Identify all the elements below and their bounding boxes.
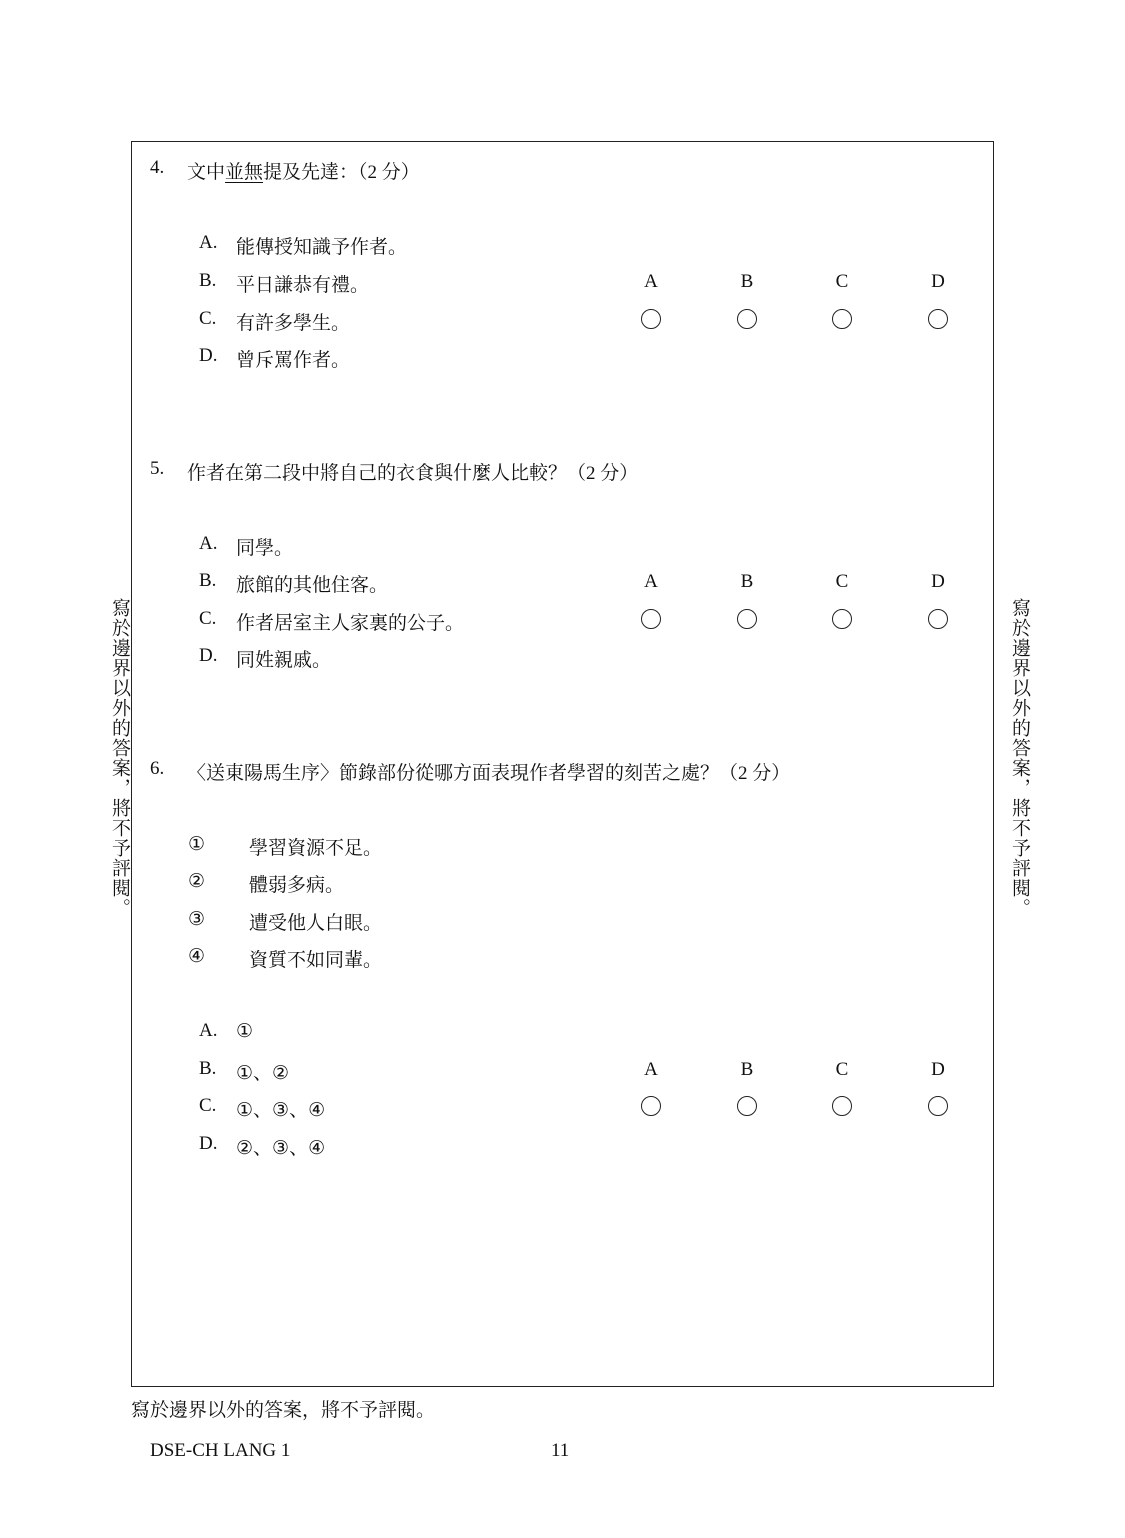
option-text: 曾斥罵作者。	[236, 350, 351, 371]
question-number: 5.	[150, 458, 165, 479]
answer-grid-letter-d: D	[931, 271, 945, 292]
right-margin-note: 寫於邊界以外的答案，將不予評閱。	[1009, 598, 1030, 918]
statement-symbol: ①	[188, 834, 206, 855]
answer-bubble-d[interactable]	[928, 1096, 948, 1116]
option-letter: B.	[199, 270, 217, 291]
option-text: 能傳授知識予作者。	[236, 237, 408, 258]
option-text: ①	[236, 1021, 254, 1042]
answer-bubble-d[interactable]	[928, 609, 948, 629]
option-letter: A.	[199, 232, 218, 253]
answer-bubble-c[interactable]	[832, 309, 852, 329]
option-letter: D.	[199, 345, 218, 366]
answer-bubble-a[interactable]	[641, 609, 661, 629]
question-text: 〈送東陽馬生序〉節錄部份從哪方面表現作者學習的刻苦之處？（2 分）	[187, 763, 791, 784]
answer-grid-letter-b: B	[740, 271, 754, 292]
question-text-emphasis: 並無	[225, 162, 264, 183]
answer-bubble-b[interactable]	[737, 1096, 757, 1116]
option-text: 作者居室主人家裏的公子。	[236, 613, 465, 634]
left-margin-note: 寫於邊界以外的答案，將不予評閱。	[109, 598, 130, 918]
option-letter: D.	[199, 1133, 218, 1154]
footer-page-number: 11	[551, 1440, 570, 1461]
answer-bubble-b[interactable]	[737, 609, 757, 629]
answer-grid-letter-a: A	[644, 271, 658, 292]
option-letter: A.	[199, 533, 218, 554]
answer-grid-letter-d: D	[931, 571, 945, 592]
question-text-post: 提及先達：（2 分）	[263, 162, 420, 183]
answer-grid-letter-c: C	[835, 571, 849, 592]
option-text: 旅館的其他住客。	[236, 575, 389, 596]
option-letter: C.	[199, 608, 217, 629]
answer-grid-letter-b: B	[740, 571, 754, 592]
footer-paper-code: DSE-CH LANG 1	[150, 1440, 291, 1461]
question-text	[187, 157, 420, 184]
answer-grid-letter-a: A	[644, 1059, 658, 1080]
answer-bubble-a[interactable]	[641, 309, 661, 329]
option-text: ①、③、④	[236, 1100, 326, 1121]
answer-grid-letter-d: D	[931, 1059, 945, 1080]
statement-symbol: ③	[188, 909, 206, 930]
question-text: 作者在第二段中將自己的衣食與什麼人比較？（2 分）	[187, 463, 639, 484]
answer-bubble-d[interactable]	[928, 309, 948, 329]
answer-grid-letter-a: A	[644, 571, 658, 592]
option-letter: A.	[199, 1020, 218, 1041]
option-text: 同姓親戚。	[236, 650, 332, 671]
answer-grid-letter-b: B	[740, 1059, 754, 1080]
statement-text: 體弱多病。	[249, 875, 345, 896]
question-number: 6.	[150, 758, 165, 779]
statement-text: 遭受他人白眼。	[249, 913, 383, 934]
statement-text: 資質不如同輩。	[249, 950, 383, 971]
statement-text: 學習資源不足。	[249, 838, 383, 859]
question-text-pre: 文中	[187, 162, 226, 183]
answer-grid-letter-c: C	[835, 271, 849, 292]
statement-symbol: ④	[188, 946, 206, 967]
option-letter: B.	[199, 1058, 217, 1079]
bottom-margin-note: 寫於邊界以外的答案，將不予評閱。	[131, 1400, 436, 1421]
question-number: 4.	[150, 157, 165, 178]
answer-bubble-a[interactable]	[641, 1096, 661, 1116]
answer-bubble-c[interactable]	[832, 609, 852, 629]
option-text: 平日謙恭有禮。	[236, 275, 370, 296]
option-letter: D.	[199, 645, 218, 666]
option-text: 有許多學生。	[236, 313, 351, 334]
option-letter: C.	[199, 308, 217, 329]
option-letter: B.	[199, 570, 217, 591]
answer-bubble-b[interactable]	[737, 309, 757, 329]
option-letter: C.	[199, 1095, 217, 1116]
answer-bubble-c[interactable]	[832, 1096, 852, 1116]
answer-grid-letter-c: C	[835, 1059, 849, 1080]
option-text: ②、③、④	[236, 1138, 326, 1159]
option-text: ①、②	[236, 1063, 290, 1084]
option-text: 同學。	[236, 538, 294, 559]
statement-symbol: ②	[188, 871, 206, 892]
